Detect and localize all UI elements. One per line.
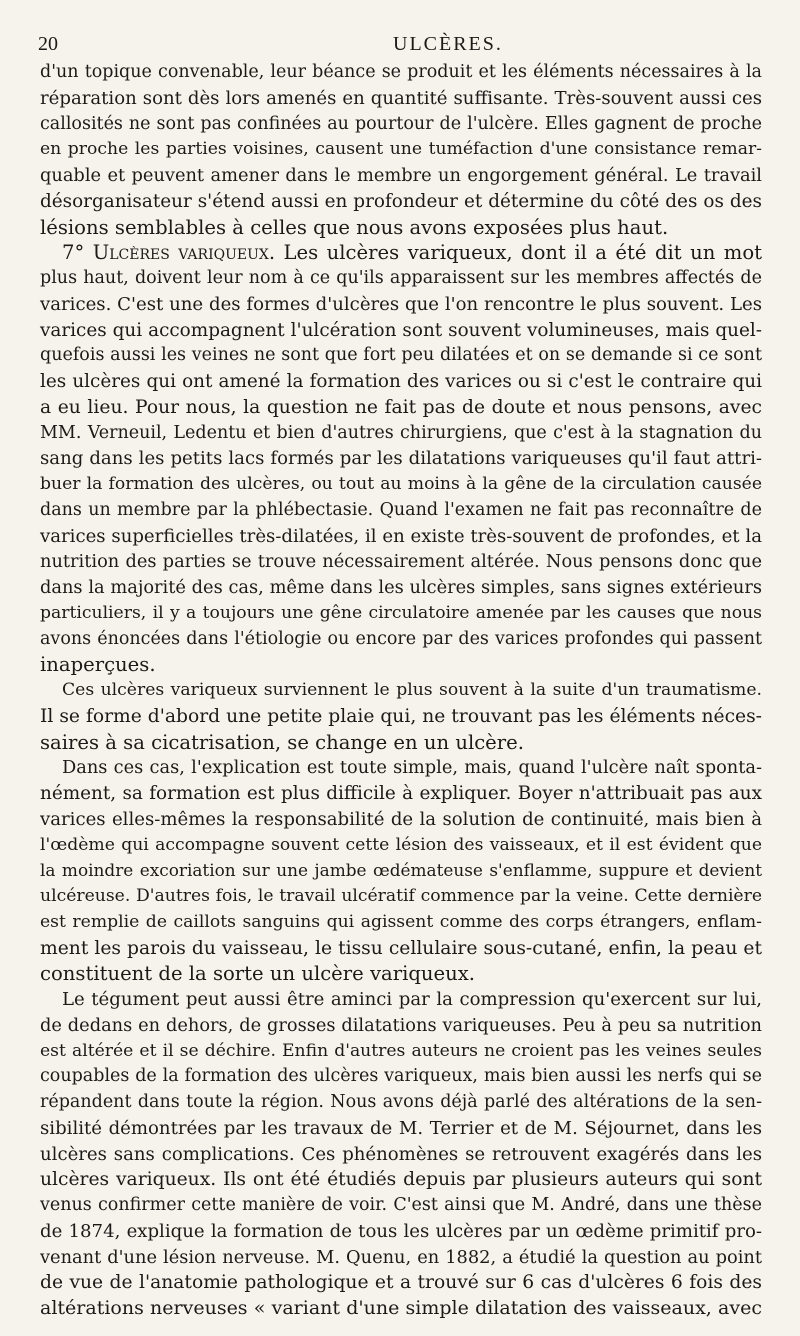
text-line: sang dans les petits lacs formés par les dilatations variqueuses qu'il faut attri-	[40, 448, 762, 470]
text-line: de vue de l'anatomie pathologique et a trouvé sur 6 cas d'ulcères 6 fois des	[40, 1272, 762, 1294]
text-line: varices qui accompagnent l'ulcération sont souvent volumineuses, mais quel-	[40, 319, 762, 341]
text-line: varices. C'est une des formes d'ulcères que l'on rencontre le plus souvent. Les	[40, 293, 762, 315]
text-line: callosités ne sont pas confinées au pourtour de l'ulcère. Elles gagnent de proche	[40, 113, 762, 134]
text-line: nutrition des parties se trouve nécessairement altérée. Nous pensons donc que	[40, 551, 762, 573]
section-heading: Ulcères variqueux	[92, 241, 269, 265]
text-line: Dans ces cas, l'explication est toute simple, mais, quand l'ulcère naît sponta-	[62, 757, 762, 779]
text-line: venus confirmer cette manière de voir. C'est ainsi que M. André, dans une thèse	[40, 1195, 762, 1215]
text-line: nément, sa formation est plus difficile à expliquer. Boyer n'attribuait pas aux	[40, 783, 762, 804]
text-line: répandent dans toute la région. Nous avons déjà parlé des altérations de la sen-	[40, 1092, 762, 1112]
text-line: coupables de la formation des ulcères variqueux, mais bien aussi les nerfs qui se	[40, 1066, 762, 1087]
text-line: ulcéreuse. D'autres fois, le travail ulcératif commence par la veine. Cette dernière	[40, 886, 762, 906]
text-line: particuliers, il y a toujours une gêne circulatoire amenée par les causes que nous	[40, 602, 762, 623]
text-line: plus haut, doivent leur nom à ce qu'ils apparaissent sur les membres affectés de	[40, 268, 762, 288]
text-line: venant d'une lésion nerveuse. M. Quenu, en 1882, a étudié la question au point	[40, 1246, 762, 1268]
text-line: saires à sa cicatrisation, se change en un ulcère.	[40, 730, 524, 754]
text-line: varices elles-mêmes la responsabilité de la solution de continuité, mais bien à	[40, 808, 762, 830]
running-head: ULCÈRES.	[393, 33, 503, 55]
text-line: quefois aussi les veines ne sont que fort peu dilatées et on se demande si ce sont	[40, 345, 762, 366]
text-line: ment les parois du vaisseau, le tissu cellulaire sous-cutané, enfin, la peau et	[40, 937, 762, 959]
text-line: désorganisateur s'étend aussi en profondeur et détermine du côté des os des	[40, 190, 762, 212]
text-line: de dedans en dehors, de grosses dilatations variqueuses. Peu à peu sa nutrition	[40, 1014, 762, 1036]
text-line: MM. Verneuil, Ledentu et bien d'autres chirurgiens, que c'est à la stagnation du	[40, 422, 762, 443]
text-line: a eu lieu. Pour nous, la question ne fait pas de doute et nous pensons, avec	[40, 396, 762, 418]
text-line: varices superficielles très-dilatées, il en existe très-souvent de profondes, et la	[40, 525, 762, 547]
text-line: est remplie de caillots sanguins qui agissent comme des corps étrangers, enflam-	[40, 911, 762, 932]
text-line: l'œdème qui accompagne souvent cette lésion des vaisseaux, et il est évident que	[40, 834, 762, 855]
text-line: avons énoncées dans l'étiologie ou encore par des varices profondes qui passent	[40, 628, 762, 649]
text-line: quable et peuvent amener dans le membre un engorgement général. Le travail	[40, 165, 762, 186]
text-line: ulcères sans complications. Ces phénomènes se retrouvent exagérés dans les	[40, 1143, 762, 1165]
text-line: de 1874, explique la formation de tous les ulcères par un œdème primitif pro-	[40, 1220, 762, 1242]
text-line: d'un topique convenable, leur béance se produit et les éléments nécessaires à la	[40, 62, 762, 82]
page-header	[38, 32, 760, 56]
text-line: dans un membre par la phlébectasie. Quand l'examen ne fait pas reconnaître de	[40, 499, 762, 520]
text-line: lésions semblables à celles que nous avons exposées plus haut.	[40, 215, 669, 239]
text-line: Il se forme d'abord une petite plaie qui, ne trouvant pas les éléments néces-	[40, 705, 762, 727]
text-line: Le tégument peut aussi être aminci par la compression qu'exercent sur lui,	[62, 989, 762, 1010]
body-text	[40, 60, 762, 1322]
text-line: constituent de la sorte un ulcère variqueux.	[40, 962, 476, 986]
text-line: altérations nerveuses « variant d'une simple dilatation des vaisseaux, avec	[40, 1297, 762, 1319]
text-line: inaperçues.	[40, 653, 156, 677]
text-line: ulcères variqueux. Ils ont été étudiés depuis par plusieurs auteurs qui sont	[40, 1169, 762, 1191]
text-line: Ces ulcères variqueux surviennent le plus souvent à la suite d'un traumatisme.	[62, 680, 762, 700]
text-line: buer la formation des ulcères, ou tout au moins à la gêne de la circulation causée	[40, 474, 762, 494]
text-line: est altérée et il se déchire. Enfin d'autres auteurs ne croient pas les veines seules	[40, 1040, 762, 1061]
text-line: la moindre excoriation sur une jambe œdémateuse s'enflamme, suppure et devient	[40, 860, 762, 881]
text-line: réparation sont dès lors amenés en quantité suffisante. Très-souvent aussi ces	[40, 87, 762, 109]
text-line: en proche les parties voisines, causent une tuméfaction d'une consistance remar-	[40, 139, 762, 160]
text-line: dans la majorité des cas, même dans les ulcères simples, sans signes extérieurs	[40, 577, 762, 598]
page-number: 20	[38, 33, 58, 55]
text-line: sibilité démontrées par les travaux de M. Terrier et de M. Séjournet, dans les	[40, 1117, 762, 1139]
text-line: 7° Ulcères variqueux. Les ulcères variqueux, dont il a été dit un mot	[62, 241, 763, 265]
text-line: les ulcères qui ont amené la formation des varices ou si c'est le contraire qui	[40, 371, 762, 392]
